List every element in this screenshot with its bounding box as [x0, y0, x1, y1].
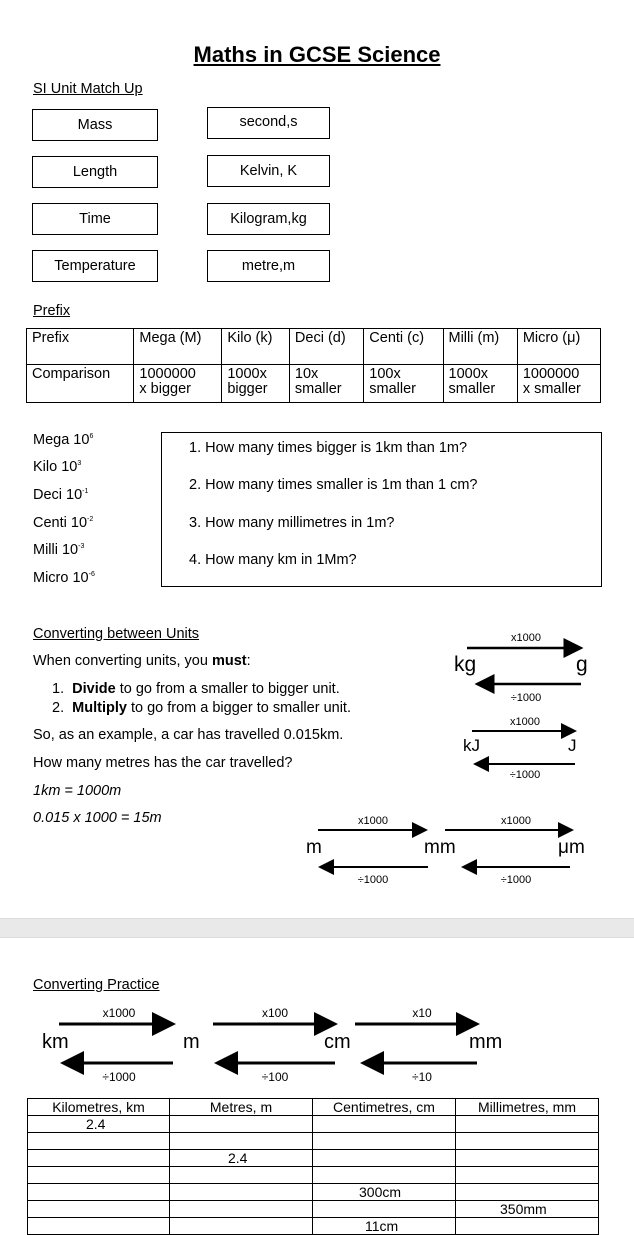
question: 4. How many km in 1Mm? — [189, 552, 357, 568]
working-line: 0.015 x 1000 = 15m — [33, 810, 162, 826]
practice-cell[interactable] — [28, 1201, 170, 1218]
multiply-label: x1000 — [501, 815, 531, 827]
si-match-heading: SI Unit Match Up — [33, 81, 143, 97]
comparison-cell: 1000000 x smaller — [517, 365, 600, 403]
practice-cell[interactable] — [313, 1150, 456, 1167]
multiply-label: x10 — [412, 1006, 432, 1020]
converting-intro: When converting units, you must: — [33, 653, 251, 669]
divide-label: ÷100 — [261, 1070, 289, 1084]
practice-cell[interactable] — [170, 1201, 313, 1218]
m-mm-um-conversion-diagram — [300, 808, 600, 892]
unit-box: metre,m — [207, 250, 330, 282]
table-row — [28, 1184, 599, 1201]
practice-cell[interactable]: 350mm — [456, 1201, 599, 1218]
example-text: So, as an example, a car has travelled 0.015km. — [33, 727, 344, 743]
quantity-box: Temperature — [32, 250, 158, 282]
practice-cell[interactable] — [456, 1167, 599, 1184]
question: 1. How many times bigger is 1km than 1m? — [189, 440, 468, 456]
practice-cell[interactable] — [28, 1218, 170, 1235]
prefix-heading: Prefix — [33, 303, 71, 319]
practice-cell[interactable] — [456, 1150, 599, 1167]
unit-label: mm — [424, 837, 456, 858]
comparison-cell: 1000x bigger — [222, 365, 290, 403]
table-row — [28, 1167, 599, 1184]
practice-header-cell: Kilometres, km — [28, 1099, 170, 1116]
practice-heading: Converting Practice — [33, 977, 160, 993]
kj-j-conversion-diagram — [440, 706, 620, 786]
prefix-table — [26, 328, 601, 403]
practice-cell[interactable]: 2.4 — [170, 1150, 313, 1167]
practice-cell[interactable] — [456, 1184, 599, 1201]
practice-cell[interactable] — [170, 1218, 313, 1235]
power-item: Kilo $10^3$ — [33, 459, 82, 475]
practice-cell[interactable] — [170, 1116, 313, 1133]
question: 2. How many times smaller is 1m than 1 cm? — [189, 477, 478, 493]
prefix-header-cell: Prefix — [27, 329, 134, 365]
unit-box: second,s — [207, 107, 330, 139]
table-row — [28, 1150, 599, 1167]
unit-label: g — [576, 653, 588, 676]
practice-cell[interactable]: 2.4 — [28, 1116, 170, 1133]
practice-cell[interactable] — [456, 1218, 599, 1235]
practice-cell[interactable] — [28, 1184, 170, 1201]
table-row — [28, 1201, 599, 1218]
power-item: Mega $10^6$ — [33, 432, 94, 448]
practice-cell[interactable] — [28, 1150, 170, 1167]
practice-cell[interactable]: 300cm — [313, 1184, 456, 1201]
practice-cell[interactable]: 11cm — [313, 1218, 456, 1235]
comparison-cell: 100x smaller — [364, 365, 443, 403]
practice-cell[interactable] — [313, 1201, 456, 1218]
prefix-header-cell: Milli (m) — [443, 329, 517, 365]
unit-box: Kilogram,kg — [207, 203, 330, 235]
unit-label: km — [42, 1031, 69, 1053]
multiply-label: x100 — [261, 1006, 289, 1020]
multiply-label: x1000 — [358, 815, 388, 827]
prefix-header-cell: Kilo (k) — [222, 329, 290, 365]
divide-label: ÷1000 — [102, 1070, 136, 1084]
prefix-header-cell: Centi (c) — [364, 329, 443, 365]
comparison-cell: 1000000 x bigger — [134, 365, 222, 403]
comparison-cell: 10x smaller — [289, 365, 363, 403]
practice-cell[interactable] — [313, 1116, 456, 1133]
table-row — [28, 1116, 599, 1133]
divide-label: ÷10 — [412, 1070, 432, 1084]
quantity-box: Length — [32, 156, 158, 188]
multiply-label: x1000 — [511, 632, 541, 644]
power-item: Micro $10^{-6}$ — [33, 570, 95, 586]
working-line: 1km = 1000m — [33, 783, 122, 799]
comparison-cell: 1000x smaller — [443, 365, 517, 403]
table-row — [28, 1218, 599, 1235]
table-row — [28, 1133, 599, 1150]
comparison-cell: Comparison — [27, 365, 134, 403]
practice-cell[interactable] — [170, 1167, 313, 1184]
divide-label: ÷1000 — [510, 692, 542, 704]
unit-label: kJ — [463, 736, 480, 755]
divide-label: ÷1000 — [500, 874, 532, 886]
unit-label: J — [568, 736, 577, 755]
step-divide: 1. Divide to go from a smaller to bigger unit. — [52, 681, 340, 697]
prefix-header-cell: Mega (M) — [134, 329, 222, 365]
prefix-header-cell: Micro (μ) — [517, 329, 600, 365]
unit-box: Kelvin, K — [207, 155, 330, 187]
step-multiply: 2. Multiply to go from a bigger to smaller unit. — [52, 700, 351, 716]
example-question: How many metres has the car travelled? — [33, 755, 293, 771]
questions-box — [161, 432, 602, 587]
power-item: Centi $10^{-2}$ — [33, 515, 94, 531]
quantity-box: Time — [32, 203, 158, 235]
question: 3. How many millimetres in 1m? — [189, 515, 395, 531]
multiply-label: x1000 — [102, 1006, 136, 1020]
practice-cell[interactable] — [456, 1116, 599, 1133]
unit-label: cm — [324, 1031, 351, 1053]
power-item: Deci $10^{-1}$ — [33, 487, 89, 503]
practice-cell[interactable] — [28, 1133, 170, 1150]
practice-header-cell: Metres, m — [170, 1099, 313, 1116]
unit-label: m — [306, 837, 322, 858]
page-break — [0, 918, 634, 938]
kg-g-conversion-diagram — [440, 622, 620, 712]
divide-label: ÷1000 — [357, 874, 389, 886]
unit-label: m — [183, 1031, 200, 1053]
km-m-cm-mm-conversion-diagram — [30, 1000, 530, 1092]
practice-cell[interactable] — [28, 1167, 170, 1184]
power-item: Milli $10^{-3}$ — [33, 542, 85, 558]
prefix-header-cell: Deci (d) — [289, 329, 363, 365]
practice-header-cell: Centimetres, cm — [313, 1099, 456, 1116]
practice-cell[interactable] — [313, 1167, 456, 1184]
practice-cell[interactable] — [456, 1133, 599, 1150]
practice-cell[interactable] — [170, 1184, 313, 1201]
unit-label: mm — [469, 1031, 503, 1053]
quantity-box: Mass — [32, 109, 158, 141]
multiply-label: x1000 — [510, 716, 540, 728]
divide-label: ÷1000 — [509, 769, 541, 781]
page-title: Maths in GCSE Science — [193, 42, 441, 67]
practice-header-cell: Millimetres, mm — [456, 1099, 599, 1116]
converting-heading: Converting between Units — [33, 626, 200, 642]
practice-cell[interactable] — [170, 1133, 313, 1150]
unit-label: kg — [454, 653, 477, 676]
practice-cell[interactable] — [313, 1133, 456, 1150]
unit-label: μm — [558, 837, 585, 858]
practice-table — [27, 1098, 599, 1235]
